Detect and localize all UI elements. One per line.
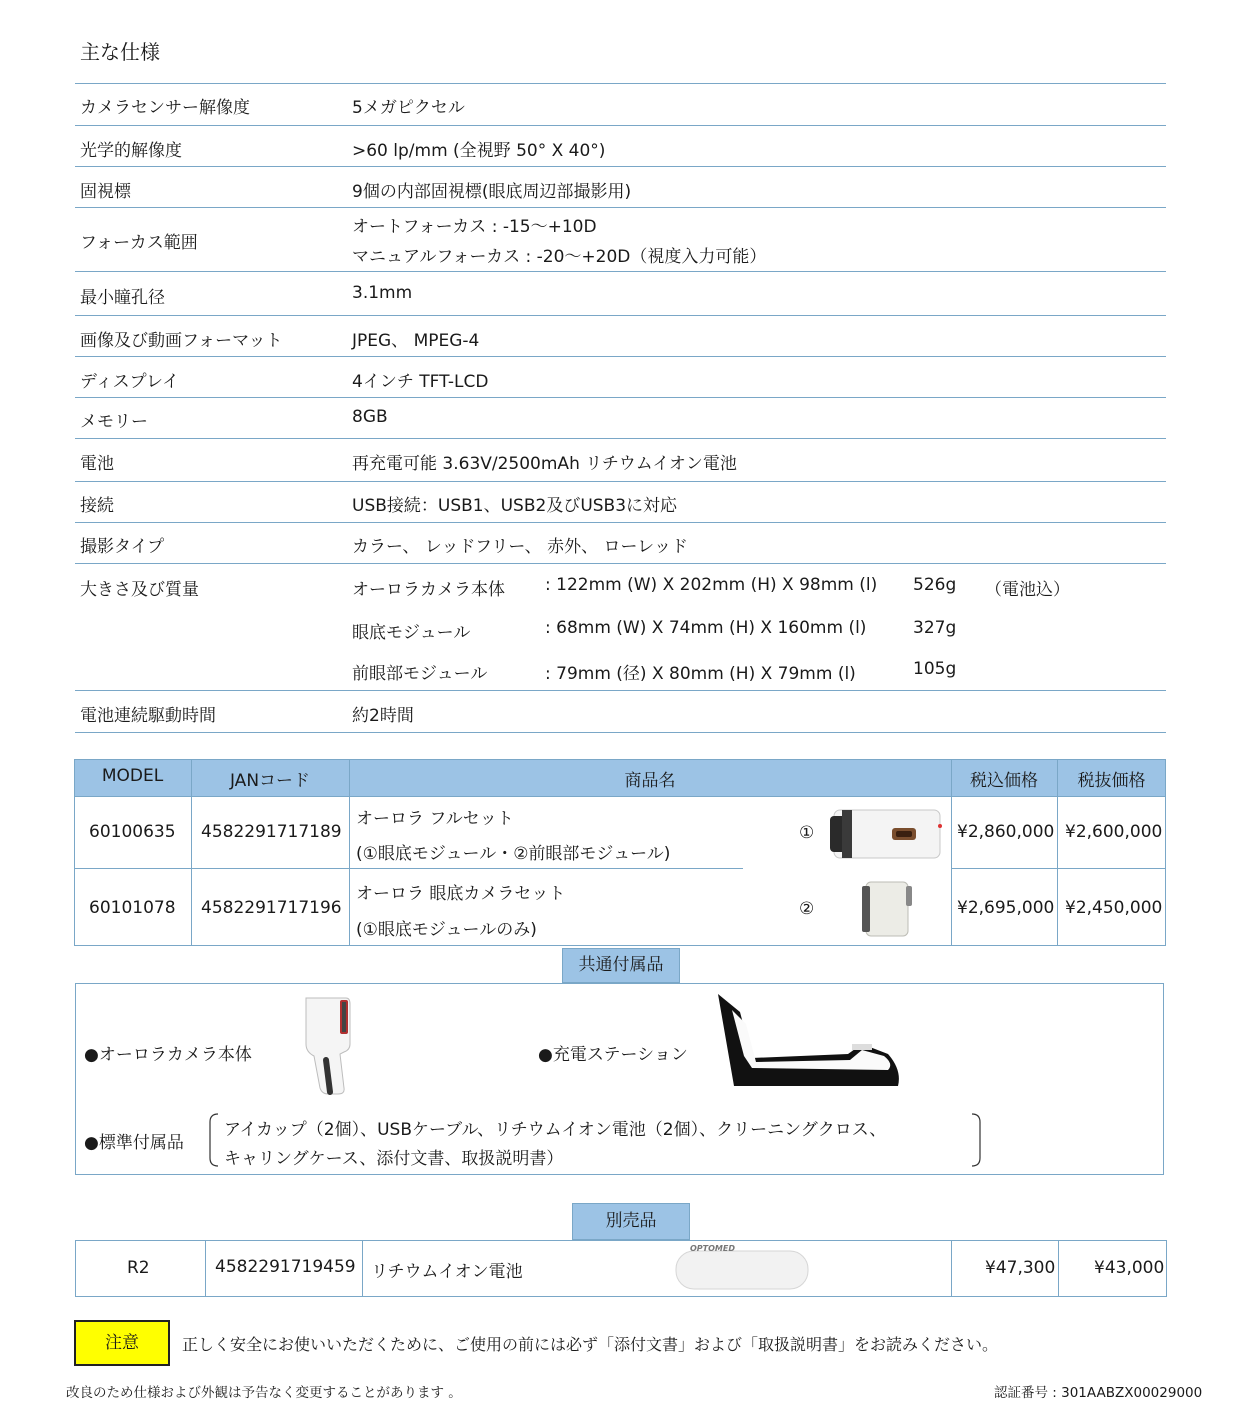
spec-divider	[75, 315, 1166, 316]
accessory-standard-line1: アイカップ（2個）、USBケーブル、リチウムイオン電池（2個）、クリーニングクロス、	[224, 1120, 887, 1140]
spec-value-memory: 8GB	[352, 407, 388, 427]
row1-sub: (①眼底モジュール・②前眼部モジュール)	[356, 844, 671, 864]
accessories-label: 共通付属品	[562, 948, 680, 983]
spec-value-format: JPEG、 MPEG-4	[352, 331, 480, 351]
row1-model: 60100635	[89, 822, 176, 842]
grid-line	[951, 868, 1166, 869]
spec-value-sensor: 5メガピクセル	[352, 98, 465, 118]
size-note: （電池込）	[985, 580, 1070, 600]
spec-divider	[75, 563, 1166, 564]
spec-divider	[75, 271, 1166, 272]
spec-value-runtime: 約2時間	[352, 706, 414, 726]
camera-body-image	[300, 994, 354, 1098]
size-dims: : 122mm (W) X 202mm (H) X 98mm (l)	[545, 575, 878, 595]
spec-value-fixation: 9個の内部固視標(眼底周辺部撮影用)	[352, 182, 632, 202]
spec-label-display: ディスプレイ	[80, 372, 180, 392]
spec-value-autofocus: オートフォーカス : -15〜+10D	[352, 217, 597, 237]
spec-divider	[75, 83, 1166, 84]
grid-line	[74, 945, 1166, 946]
notice-text: 正しく安全にお使いいただくために、ご使用の前には必ず「添付文書」および「取扱説明書」をお読みください。	[182, 1335, 999, 1354]
size-dims: : 68mm (W) X 74mm (H) X 160mm (l)	[545, 618, 867, 638]
anterior-module-image	[858, 876, 916, 940]
grid-line	[74, 759, 75, 946]
spec-divider	[75, 438, 1166, 439]
grid-line	[191, 759, 192, 946]
grid-line	[1057, 759, 1058, 946]
spec-label-runtime: 電池連続駆動時間	[80, 706, 216, 726]
row2-model: 60101078	[89, 898, 176, 918]
row1-tax-in: ¥2,860,000	[957, 822, 1055, 842]
grid-line	[74, 868, 349, 869]
header-model: MODEL	[101, 766, 164, 786]
bracket-left-icon	[206, 1112, 220, 1168]
spec-label-size: 大きさ及び質量	[80, 580, 199, 600]
footer-cert-number: 認証番号 : 301AABZX00029000	[994, 1385, 1203, 1401]
spec-divider	[75, 397, 1166, 398]
size-part: 前眼部モジュール	[352, 664, 488, 684]
page-title: 主な仕様	[80, 40, 160, 64]
charging-station-image	[712, 990, 904, 1094]
accessory-standard-label: ●標準付属品	[84, 1133, 184, 1153]
grid-line	[74, 759, 1166, 760]
header-tax-in: 税込価格	[970, 771, 1038, 791]
spec-value-battery: 再充電可能 3.63V/2500mAh リチウムイオン電池	[352, 454, 737, 474]
size-part: 眼底モジュール	[352, 623, 471, 643]
spec-value-optical: >60 lp/mm (全視野 50° X 40°)	[352, 141, 606, 161]
header-tax-ex: 税抜価格	[1077, 771, 1146, 791]
spec-label-fixation: 固視標	[80, 182, 131, 202]
grid-line	[349, 868, 743, 869]
spec-value-connection: USB接続：USB1、USB2及びUSB3に対応	[352, 496, 678, 516]
separate-label: 別売品	[572, 1203, 690, 1240]
separate-tax-ex: ¥43,000	[1094, 1258, 1165, 1278]
grid-line	[1165, 759, 1166, 946]
spec-divider	[75, 732, 1166, 733]
size-weight: 327g	[913, 618, 957, 638]
row1-tax-ex: ¥2,600,000	[1065, 822, 1163, 842]
size-weight: 105g	[913, 659, 957, 679]
separate-model: R2	[127, 1258, 150, 1278]
grid-line	[205, 1241, 206, 1296]
spec-label-battery: 電池	[80, 454, 114, 474]
row2-sub: (①眼底モジュールのみ)	[356, 920, 537, 940]
spec-label-capture: 撮影タイプ	[80, 537, 165, 557]
spec-divider	[75, 166, 1166, 167]
spec-value-display: 4インチ TFT-LCD	[352, 372, 489, 392]
notice-badge: 注意	[74, 1320, 170, 1366]
header-product-name: 商品名	[624, 771, 676, 791]
spec-label-memory: メモリー	[80, 412, 148, 432]
grid-line	[1058, 1241, 1059, 1296]
spec-value-manualfocus: マニュアルフォーカス : -20〜+20D（視度入力可能）	[352, 247, 767, 267]
spec-divider	[75, 207, 1166, 208]
row2-name: オーロラ 眼底カメラセット	[356, 884, 566, 904]
separate-jan: 4582291719459	[215, 1257, 356, 1277]
grid-line	[74, 796, 1166, 797]
row2-tax-in: ¥2,695,000	[957, 898, 1055, 918]
spec-divider	[75, 125, 1166, 126]
footer-disclaimer: 改良のため仕様および外観は予告なく変更することがあります 。	[66, 1385, 462, 1401]
separate-tax-in: ¥47,300	[985, 1258, 1056, 1278]
spec-divider	[75, 356, 1166, 357]
header-jan: JANコード	[229, 771, 311, 791]
row1-marker: ①	[799, 823, 815, 843]
spec-label-focus: フォーカス範囲	[80, 233, 198, 253]
spec-label-format: 画像及び動画フォーマット	[80, 331, 283, 351]
size-part: オーロラカメラ本体	[352, 580, 505, 600]
grid-line	[362, 1241, 363, 1296]
spec-label-sensor: カメラセンサー解像度	[80, 98, 250, 118]
accessory-camera: ●オーロラカメラ本体	[84, 1045, 252, 1065]
spec-value-capture: カラー、 レッドフリー、 赤外、 ローレッド	[352, 537, 688, 557]
accessory-station: ●充電ステーション	[538, 1045, 688, 1065]
separate-name: リチウムイオン電池	[371, 1262, 523, 1282]
row2-tax-ex: ¥2,450,000	[1065, 898, 1163, 918]
spec-label-pupil: 最小瞳孔径	[80, 288, 165, 308]
grid-line	[951, 1241, 952, 1296]
row2-marker: ②	[799, 899, 815, 919]
spec-divider	[75, 522, 1166, 523]
row1-jan: 4582291717189	[201, 822, 342, 842]
size-weight: 526g	[913, 575, 957, 595]
spec-label-optical: 光学的解像度	[80, 141, 182, 161]
accessory-standard-line2: キャリングケース、添付文書、取扱説明書）	[224, 1149, 564, 1169]
bracket-right-icon	[970, 1112, 984, 1168]
grid-line	[951, 759, 952, 946]
grid-line	[349, 759, 350, 946]
spec-label-connection: 接続	[80, 496, 114, 516]
size-dims: : 79mm (径) X 80mm (H) X 79mm (l)	[545, 664, 856, 684]
row2-jan: 4582291717196	[201, 898, 342, 918]
battery-brand: OPTOMED	[690, 1244, 735, 1253]
row1-name: オーロラ フルセット	[356, 809, 514, 829]
spec-divider	[75, 481, 1166, 482]
fundus-module-image	[828, 806, 946, 862]
spec-divider	[75, 690, 1166, 691]
spec-value-pupil: 3.1mm	[352, 283, 413, 303]
